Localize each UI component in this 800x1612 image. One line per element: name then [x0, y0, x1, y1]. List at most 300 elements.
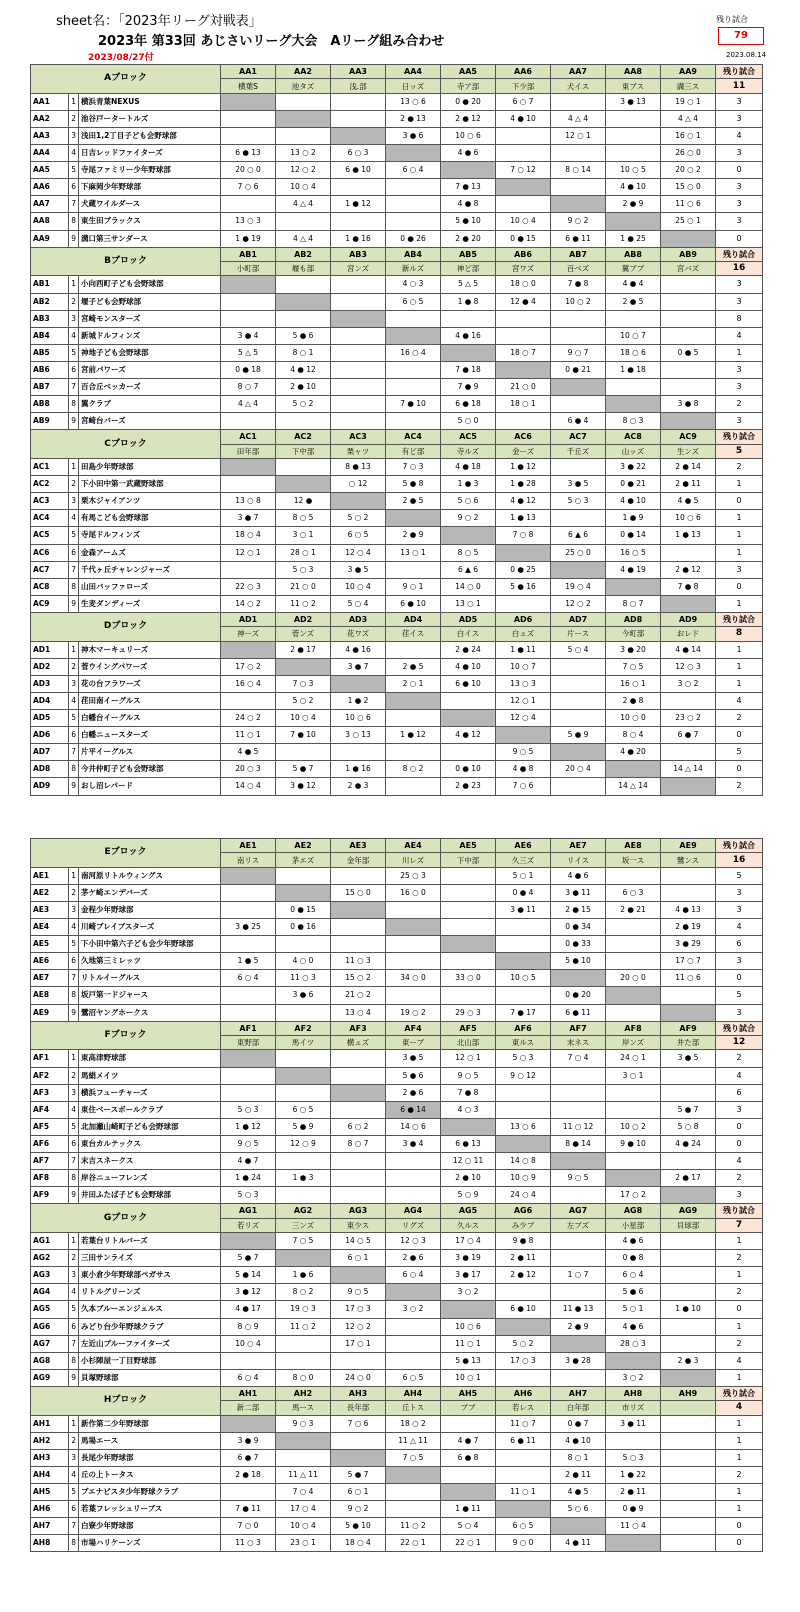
- column-code: AD1: [221, 612, 276, 626]
- result-cell: 1 ● 19: [221, 230, 276, 247]
- result-cell: [221, 561, 276, 578]
- result-cell: 0 ● 10: [441, 761, 496, 778]
- result-cell: 4 ● 6: [551, 867, 606, 884]
- result-cell: 3 ● 5: [386, 1050, 441, 1067]
- table-row: [31, 970, 763, 987]
- result-cell: 7 ● 10: [386, 396, 441, 413]
- result-cell: 17 ○ 7: [661, 953, 716, 970]
- result-cell: [386, 778, 441, 795]
- result-cell: [221, 1084, 276, 1101]
- result-cell: [661, 1267, 716, 1284]
- team-remaining: 0: [716, 1301, 763, 1318]
- table-row: [31, 1187, 763, 1204]
- column-team-short: 栗ャツ: [331, 444, 386, 458]
- team-name: 三田サンライズ: [79, 1250, 221, 1267]
- result-cell: [606, 378, 661, 395]
- team-remaining: 4: [716, 692, 763, 709]
- result-cell: 15 ○ 2: [331, 970, 386, 987]
- remaining-header: 残り試合: [716, 1021, 763, 1035]
- result-cell: 5 ● 7: [331, 1466, 386, 1483]
- self-match-cell: [496, 1318, 551, 1335]
- result-cell: [331, 1101, 386, 1118]
- column-team-short: 日ッズ: [386, 79, 441, 93]
- result-cell: 4 ● 12: [276, 361, 331, 378]
- team-remaining: 3: [716, 276, 763, 293]
- result-cell: 11 ○ 6: [661, 196, 716, 213]
- table-row: [31, 1118, 763, 1135]
- result-cell: [276, 459, 331, 476]
- result-cell: [386, 953, 441, 970]
- result-cell: 8 ○ 2: [386, 761, 441, 778]
- result-cell: 3 ● 12: [276, 778, 331, 795]
- block-name: Cブロック: [31, 430, 221, 459]
- result-cell: 28 ○ 1: [276, 544, 331, 561]
- result-cell: [386, 310, 441, 327]
- result-cell: 1 ● 16: [331, 230, 386, 247]
- self-match-cell: [496, 544, 551, 561]
- result-cell: [661, 1152, 716, 1169]
- result-cell: 5 ○ 3: [276, 561, 331, 578]
- result-cell: [606, 127, 661, 144]
- block-name: Gブロック: [31, 1204, 221, 1233]
- result-cell: 26 ○ 0: [661, 145, 716, 162]
- team-name: 百合丘ベッカーズ: [79, 378, 221, 395]
- team-code: AH6: [31, 1501, 69, 1518]
- table-row: [31, 310, 763, 327]
- result-cell: 0 ● 15: [496, 230, 551, 247]
- result-cell: 5 ● 13: [441, 1352, 496, 1369]
- result-cell: 4 ● 4: [606, 276, 661, 293]
- result-cell: [606, 145, 661, 162]
- column-code: AB2: [276, 247, 331, 261]
- result-cell: 17 ○ 4: [276, 1501, 331, 1518]
- team-code: AG3: [31, 1267, 69, 1284]
- result-cell: 5 ○ 9: [441, 1187, 496, 1204]
- self-match-cell: [276, 884, 331, 901]
- result-cell: 7 ● 10: [276, 727, 331, 744]
- result-cell: [661, 1466, 716, 1483]
- result-cell: [551, 1250, 606, 1267]
- result-cell: 3 ● 19: [441, 1250, 496, 1267]
- column-code: AE7: [551, 839, 606, 853]
- result-cell: 5 ● 6: [386, 1067, 441, 1084]
- result-cell: 9 ○ 5: [221, 1135, 276, 1152]
- team-name: 久地第三ミレッツ: [79, 953, 221, 970]
- team-name: 東生田ブラックス: [79, 213, 221, 230]
- result-cell: [276, 213, 331, 230]
- table-row: [31, 1250, 763, 1267]
- column-code: AE4: [386, 839, 441, 853]
- team-remaining: 5: [716, 867, 763, 884]
- team-name: 溝口第三サンダース: [79, 230, 221, 247]
- column-code: AD7: [551, 612, 606, 626]
- result-cell: 8 ○ 2: [276, 1284, 331, 1301]
- team-number: 6: [69, 1501, 79, 1518]
- team-code: AD5: [31, 710, 69, 727]
- result-cell: 3 ● 13: [606, 93, 661, 110]
- result-cell: 6 ● 11: [496, 1432, 551, 1449]
- result-cell: [496, 1369, 551, 1386]
- column-team-short: 茅エズ: [276, 853, 331, 867]
- column-team-short: 今町部: [606, 627, 661, 641]
- self-match-cell: [606, 1352, 661, 1369]
- result-cell: 0 ● 5: [661, 344, 716, 361]
- block-header-row: [31, 1204, 763, 1218]
- result-cell: 4 ● 16: [331, 641, 386, 658]
- team-remaining: 0: [716, 1518, 763, 1535]
- team-name: 北加瀬山崎町子ども会野球部: [79, 1118, 221, 1135]
- team-number: 7: [69, 378, 79, 395]
- result-cell: [606, 1152, 661, 1169]
- block-remaining: 11: [716, 79, 763, 93]
- result-cell: [496, 413, 551, 430]
- column-team-short: 市リズ: [606, 1401, 661, 1415]
- team-number: 4: [69, 1101, 79, 1118]
- team-code: AH4: [31, 1466, 69, 1483]
- result-cell: [551, 145, 606, 162]
- result-cell: [661, 361, 716, 378]
- result-cell: 3 ○ 1: [276, 527, 331, 544]
- column-code: AC3: [331, 430, 386, 444]
- result-cell: 12 ● 4: [496, 293, 551, 310]
- self-match-cell: [441, 1484, 496, 1501]
- remaining-header: 残り試合: [716, 839, 763, 853]
- result-cell: 7 ● 8: [441, 1084, 496, 1101]
- result-cell: [606, 1432, 661, 1449]
- result-cell: 14 △ 14: [606, 778, 661, 795]
- team-name: 馬場エース: [79, 1432, 221, 1449]
- result-cell: 18 ○ 4: [221, 527, 276, 544]
- team-number: 4: [69, 692, 79, 709]
- self-match-cell: [221, 276, 276, 293]
- table-row: [31, 919, 763, 936]
- team-remaining: 1: [716, 1449, 763, 1466]
- result-cell: 11 ○ 1: [496, 1484, 551, 1501]
- result-cell: 6 ○ 7: [496, 93, 551, 110]
- team-remaining: 2: [716, 1050, 763, 1067]
- table-row: [31, 459, 763, 476]
- column-code: AF9: [661, 1021, 716, 1035]
- result-cell: 0 ● 20: [551, 987, 606, 1004]
- table-row: [31, 293, 763, 310]
- self-match-cell: [276, 1250, 331, 1267]
- result-cell: 5 ○ 4: [441, 1518, 496, 1535]
- result-cell: 2 ● 15: [551, 901, 606, 918]
- team-number: 4: [69, 1284, 79, 1301]
- team-remaining: 1: [716, 1432, 763, 1449]
- result-cell: 24 ○ 2: [221, 710, 276, 727]
- table-row: [31, 230, 763, 247]
- result-cell: 16 ○ 1: [606, 675, 661, 692]
- team-name: 浅田1,2丁目子ども会野球部: [79, 127, 221, 144]
- result-cell: [606, 1101, 661, 1118]
- result-cell: 11 ○ 1: [441, 1335, 496, 1352]
- result-cell: 8 ○ 9: [221, 1318, 276, 1335]
- result-cell: 13 ○ 1: [386, 544, 441, 561]
- result-cell: 7 ○ 12: [496, 162, 551, 179]
- team-name: 白寮少年野球部: [79, 1518, 221, 1535]
- team-name: 貝塚野球部: [79, 1369, 221, 1386]
- table-row: [31, 1466, 763, 1483]
- column-code: AA6: [496, 65, 551, 79]
- column-team-short: 宮ワズ: [496, 262, 551, 276]
- column-code: AH1: [221, 1386, 276, 1400]
- result-cell: [496, 310, 551, 327]
- team-code: AE3: [31, 901, 69, 918]
- team-number: 2: [69, 1250, 79, 1267]
- column-code: AH7: [551, 1386, 606, 1400]
- result-cell: [441, 919, 496, 936]
- result-cell: [331, 1352, 386, 1369]
- column-code: AC7: [551, 430, 606, 444]
- team-name: 犬蔵ワイルダース: [79, 196, 221, 213]
- result-cell: 6 ▲ 6: [441, 561, 496, 578]
- result-cell: 6 ● 18: [441, 396, 496, 413]
- result-cell: 4 ● 16: [441, 327, 496, 344]
- team-number: 9: [69, 778, 79, 795]
- result-cell: 2 ● 5: [386, 658, 441, 675]
- result-cell: 6 ○ 5: [496, 1518, 551, 1535]
- team-number: 2: [69, 476, 79, 493]
- result-cell: 10 ○ 4: [276, 179, 331, 196]
- team-number: 5: [69, 1118, 79, 1135]
- column-team-short: 新二部: [221, 1401, 276, 1415]
- result-cell: 5 ● 7: [276, 761, 331, 778]
- result-cell: [276, 1004, 331, 1021]
- result-cell: [386, 1187, 441, 1204]
- result-cell: [606, 310, 661, 327]
- column-code: AB7: [551, 247, 606, 261]
- table-row: [31, 1449, 763, 1466]
- result-cell: 5 ● 9: [276, 1118, 331, 1135]
- result-cell: 4 ● 18: [441, 459, 496, 476]
- team-code: AH7: [31, 1518, 69, 1535]
- result-cell: 5 ● 10: [551, 953, 606, 970]
- result-cell: [386, 901, 441, 918]
- result-cell: 13 ○ 6: [496, 1118, 551, 1135]
- column-code: AG4: [386, 1204, 441, 1218]
- team-number: 5: [69, 162, 79, 179]
- team-name: 片平イーグルス: [79, 744, 221, 761]
- self-match-cell: [221, 867, 276, 884]
- block-remaining: 16: [716, 853, 763, 867]
- result-cell: 20 ○ 2: [661, 162, 716, 179]
- result-cell: [331, 361, 386, 378]
- block-header-row: [31, 65, 763, 79]
- table-row: [31, 727, 763, 744]
- result-cell: [441, 1466, 496, 1483]
- table-row: [31, 578, 763, 595]
- column-code: AH5: [441, 1386, 496, 1400]
- result-cell: [221, 413, 276, 430]
- self-match-cell: [386, 327, 441, 344]
- column-code: AA2: [276, 65, 331, 79]
- column-team-short: 川レズ: [386, 853, 441, 867]
- block-name: Bブロック: [31, 247, 221, 276]
- result-cell: 25 ○ 1: [661, 213, 716, 230]
- table-row: [31, 987, 763, 1004]
- self-match-cell: [496, 1501, 551, 1518]
- result-cell: [661, 1284, 716, 1301]
- team-name: 寺尾ドルフィンズ: [79, 527, 221, 544]
- column-team-short: 横葉S: [221, 79, 276, 93]
- team-name: 小向西町子ども会野球部: [79, 276, 221, 293]
- result-cell: [331, 378, 386, 395]
- team-code: AD7: [31, 744, 69, 761]
- result-cell: 2 ● 6: [386, 1084, 441, 1101]
- column-team-short: 白イス: [441, 627, 496, 641]
- result-cell: [496, 595, 551, 612]
- result-cell: [661, 1335, 716, 1352]
- result-cell: 14 △ 14: [661, 761, 716, 778]
- result-cell: 9 ○ 3: [276, 1415, 331, 1432]
- result-cell: [496, 196, 551, 213]
- team-remaining: 1: [716, 1233, 763, 1250]
- team-remaining: 1: [716, 1267, 763, 1284]
- result-cell: [661, 1484, 716, 1501]
- result-cell: 6 ○ 4: [606, 1267, 661, 1284]
- team-code: AC7: [31, 561, 69, 578]
- result-cell: 1 ● 28: [496, 476, 551, 493]
- team-number: 1: [69, 1415, 79, 1432]
- result-cell: 8 ○ 1: [276, 344, 331, 361]
- result-cell: 7 ● 17: [496, 1004, 551, 1021]
- team-name: 下小田中第一武蔵野球部: [79, 476, 221, 493]
- result-cell: 1 ● 9: [606, 510, 661, 527]
- self-match-cell: [331, 1267, 386, 1284]
- result-cell: 11 ○ 2: [276, 1318, 331, 1335]
- self-match-cell: [441, 710, 496, 727]
- team-number: 3: [69, 127, 79, 144]
- column-code: AD4: [386, 612, 441, 626]
- self-match-cell: [386, 145, 441, 162]
- result-cell: 12 ○ 4: [331, 544, 386, 561]
- team-name: 有馬こども会野球部: [79, 510, 221, 527]
- table-row: [31, 162, 763, 179]
- result-cell: 10 ○ 6: [441, 1318, 496, 1335]
- result-cell: 23 ○ 1: [276, 1535, 331, 1552]
- team-name: 東高津野球部: [79, 1050, 221, 1067]
- result-cell: 5 ● 7: [661, 1101, 716, 1118]
- result-cell: 11 ○ 3: [276, 970, 331, 987]
- self-match-cell: [661, 1187, 716, 1204]
- team-number: 6: [69, 179, 79, 196]
- table-row: [31, 327, 763, 344]
- result-cell: 2 ● 12: [441, 110, 496, 127]
- result-cell: 4 ● 5: [221, 744, 276, 761]
- team-code: AB5: [31, 344, 69, 361]
- result-cell: [331, 293, 386, 310]
- result-cell: 12 ○ 1: [551, 127, 606, 144]
- team-name: 川崎ブレイブスターズ: [79, 919, 221, 936]
- team-number: 7: [69, 1152, 79, 1169]
- self-match-cell: [441, 344, 496, 361]
- table-row: [31, 561, 763, 578]
- result-cell: 9 ● 10: [606, 1135, 661, 1152]
- result-cell: 2 ● 14: [661, 459, 716, 476]
- result-cell: [606, 1004, 661, 1021]
- result-cell: [331, 413, 386, 430]
- result-cell: 14 ○ 8: [496, 1152, 551, 1169]
- result-cell: 3 ○ 13: [331, 727, 386, 744]
- result-cell: 11 ○ 1: [221, 727, 276, 744]
- result-cell: 7 ○ 6: [496, 778, 551, 795]
- team-remaining: 3: [716, 110, 763, 127]
- column-team-short: リイス: [551, 853, 606, 867]
- team-number: 4: [69, 510, 79, 527]
- table-row: [31, 1301, 763, 1318]
- team-code: AA4: [31, 145, 69, 162]
- result-cell: [386, 1318, 441, 1335]
- team-number: 3: [69, 1267, 79, 1284]
- team-name: 若葉フレッシュリーブス: [79, 1501, 221, 1518]
- result-cell: 14 ○ 6: [386, 1118, 441, 1135]
- table-row: [31, 675, 763, 692]
- block-header-row: [31, 1386, 763, 1400]
- column-code: AH4: [386, 1386, 441, 1400]
- self-match-cell: [276, 476, 331, 493]
- result-cell: [386, 213, 441, 230]
- result-cell: 2 ● 6: [386, 1250, 441, 1267]
- table-row: [31, 1352, 763, 1369]
- team-name: 金程少年野球部: [79, 901, 221, 918]
- team-number: 7: [69, 970, 79, 987]
- column-team-short: 神ど部: [441, 262, 496, 276]
- result-cell: 2 ● 12: [661, 561, 716, 578]
- team-number: 5: [69, 710, 79, 727]
- team-remaining: 1: [716, 344, 763, 361]
- result-cell: 6 ● 13: [441, 1135, 496, 1152]
- team-number: 8: [69, 1535, 79, 1552]
- team-code: AA2: [31, 110, 69, 127]
- team-code: AB7: [31, 378, 69, 395]
- result-cell: 5 ○ 1: [496, 867, 551, 884]
- result-cell: [551, 710, 606, 727]
- result-cell: 21 ○ 0: [276, 578, 331, 595]
- self-match-cell: [331, 1449, 386, 1466]
- result-cell: 2 ● 10: [276, 378, 331, 395]
- result-cell: 10 ○ 4: [331, 578, 386, 595]
- team-code: AF9: [31, 1187, 69, 1204]
- result-cell: 5 ○ 4: [331, 595, 386, 612]
- result-cell: 7 ● 18: [441, 361, 496, 378]
- result-cell: 18 ○ 1: [496, 396, 551, 413]
- result-cell: [386, 378, 441, 395]
- team-remaining: 2: [716, 1335, 763, 1352]
- result-cell: 7 ○ 4: [276, 1484, 331, 1501]
- result-cell: 6 ● 7: [221, 1449, 276, 1466]
- sheet-name: sheet名：「2023年リーグ対戦表」: [56, 14, 262, 29]
- column-team-short: 白年部: [551, 1401, 606, 1415]
- result-cell: 1 ● 22: [606, 1466, 661, 1483]
- result-cell: 1 ● 12: [221, 1118, 276, 1135]
- team-name: 日吉レッドファイターズ: [79, 145, 221, 162]
- result-cell: 2 ● 17: [661, 1170, 716, 1187]
- result-cell: 4 ● 11: [551, 1535, 606, 1552]
- result-cell: 19 ○ 3: [276, 1301, 331, 1318]
- column-team-short: 百ベズ: [551, 262, 606, 276]
- column-team-short: 荏イス: [386, 627, 441, 641]
- team-name: 鷺沼ヤングホークス: [79, 1004, 221, 1021]
- team-number: 6: [69, 1318, 79, 1335]
- table-row: [31, 510, 763, 527]
- team-number: 2: [69, 1432, 79, 1449]
- table-row: [31, 493, 763, 510]
- table-row: [31, 396, 763, 413]
- result-cell: [221, 884, 276, 901]
- result-cell: 12 ○ 9: [276, 1135, 331, 1152]
- team-number: 2: [69, 110, 79, 127]
